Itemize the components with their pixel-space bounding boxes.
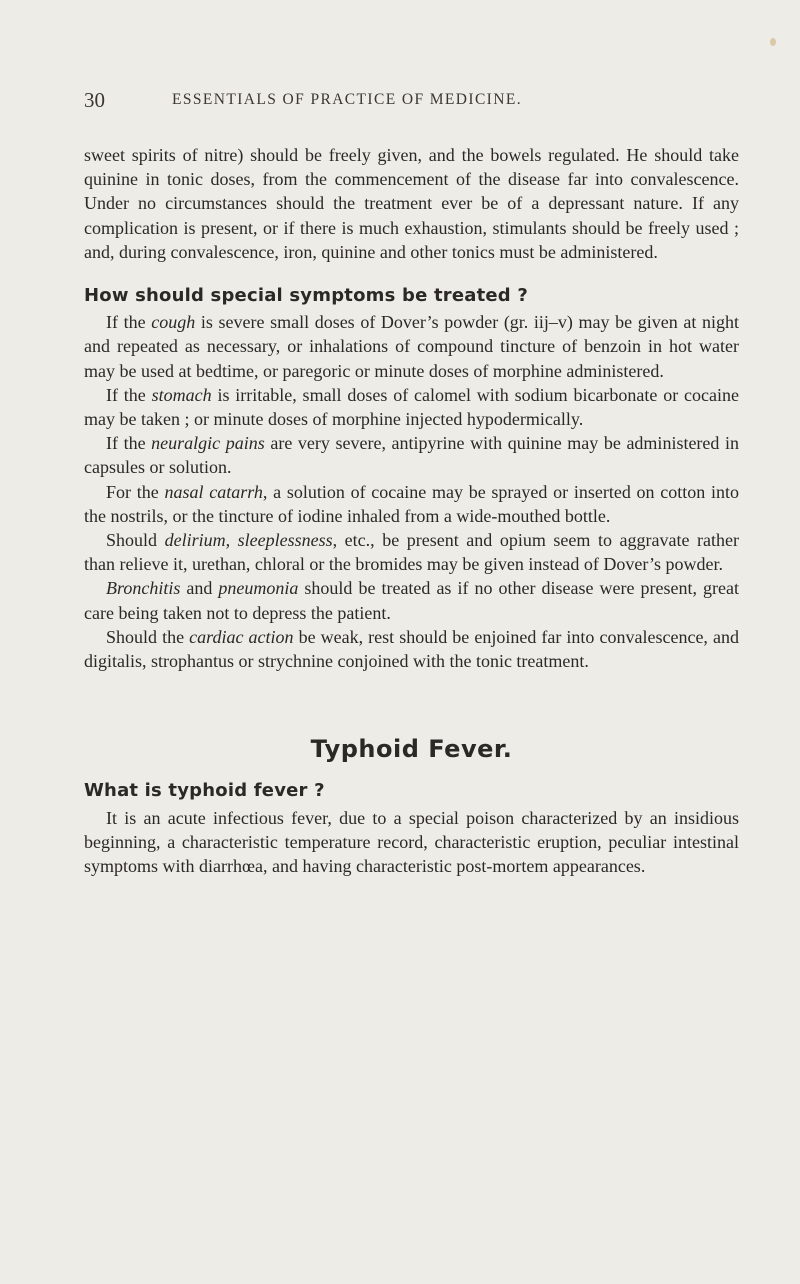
paragraph-treatment-continued: sweet spirits of nitre) should be freely given, and the bowels regulated. He should take quinine in tonic doses, from the commencement of the disease far into convalescence. Under no circumstances should the treatment ever be of a depressant nature. If any complication is present, or if there is much exhaustion, stimulants should be freely used ; and, during convalescence, iron, quinine and other tonics must be administered. (84, 145, 739, 262)
text-run: be weak, rest should be enjoined far into convalescence, and digitalis, strophantus or strychnine conjoined with the tonic treatment. (84, 626, 739, 672)
text-run: , a solution of cocaine may be sprayed or inserted on cotton into the nostrils, or the tincture of iodine inhaled from a wide-mouthed bottle. (84, 481, 740, 526)
paragraph-cardiac (84, 625, 739, 673)
text-run: For the (106, 481, 165, 502)
paragraph-neuralgic (84, 431, 739, 479)
page-body (84, 143, 739, 878)
question-special-symptoms: How should special symptoms be treated ? (84, 285, 528, 307)
italic-term: cardiac action (189, 626, 294, 647)
text-run: If the (106, 433, 152, 454)
italic-term: delirium, sleeplessness (164, 530, 333, 551)
italic-term: Bronchitis (106, 578, 181, 599)
text-run: If the (106, 384, 152, 405)
paragraph-bronchitis (84, 576, 739, 624)
italic-term: stomach (151, 384, 212, 405)
text-run: If the (106, 312, 152, 333)
running-head: ESSENTIALS OF PRACTICE OF MEDICINE. (172, 91, 522, 108)
paragraph-typhoid-definition: It is an acute infectious fever, due to a special poison characterized by an insidious beginning, a characteristic temperature record, characteristic eruption, peculiar intestinal symptoms with diarrhœa, and having characteristic post-mortem appearances. (84, 807, 739, 877)
page-header (84, 88, 740, 112)
text-run: are very severe, antipyrine with quinine may be administered in capsules or solution. (84, 433, 740, 478)
italic-term: neuralgic pains (151, 433, 265, 454)
page-number: 30 (84, 88, 105, 112)
text-run: Should the (106, 626, 190, 647)
text-run: is severe small doses of Dover’s powder (gr. iij–v) may be given at night and repeated as necessary, or inhalations of compound tincture of benzoin in hot water may be used at bedtime, or paregoric or minute doses of morphine administered. (84, 312, 739, 381)
paragraph-stomach (84, 383, 739, 431)
italic-term: nasal catarrh (164, 481, 263, 502)
paragraph-cough (84, 310, 739, 383)
text-run: and (180, 578, 219, 599)
text-run: is irritable, small doses of calomel with sodium bicarbonate or cocaine may be taken ; or minute doses of morphine injected hypodermically. (84, 384, 739, 430)
paragraph-delirium (84, 528, 739, 576)
italic-term: pneumonia (218, 578, 299, 599)
question-typhoid: What is typhoid fever ? (84, 780, 325, 802)
text-run: , etc., be present and opium seem to aggravate rather than relieve it, urethan, chloral or the bromides may be given instead of Dover’s powder. (84, 530, 740, 575)
text-run: should be treated as if no other disease were present, great care being taken not to depress the patient. (84, 578, 739, 623)
section-title-typhoid: Typhoid Fever. (310, 735, 513, 764)
paper-stain (770, 38, 776, 46)
italic-term: cough (151, 312, 196, 333)
text-run: Should (106, 530, 165, 551)
paragraph-nasal (84, 480, 739, 528)
